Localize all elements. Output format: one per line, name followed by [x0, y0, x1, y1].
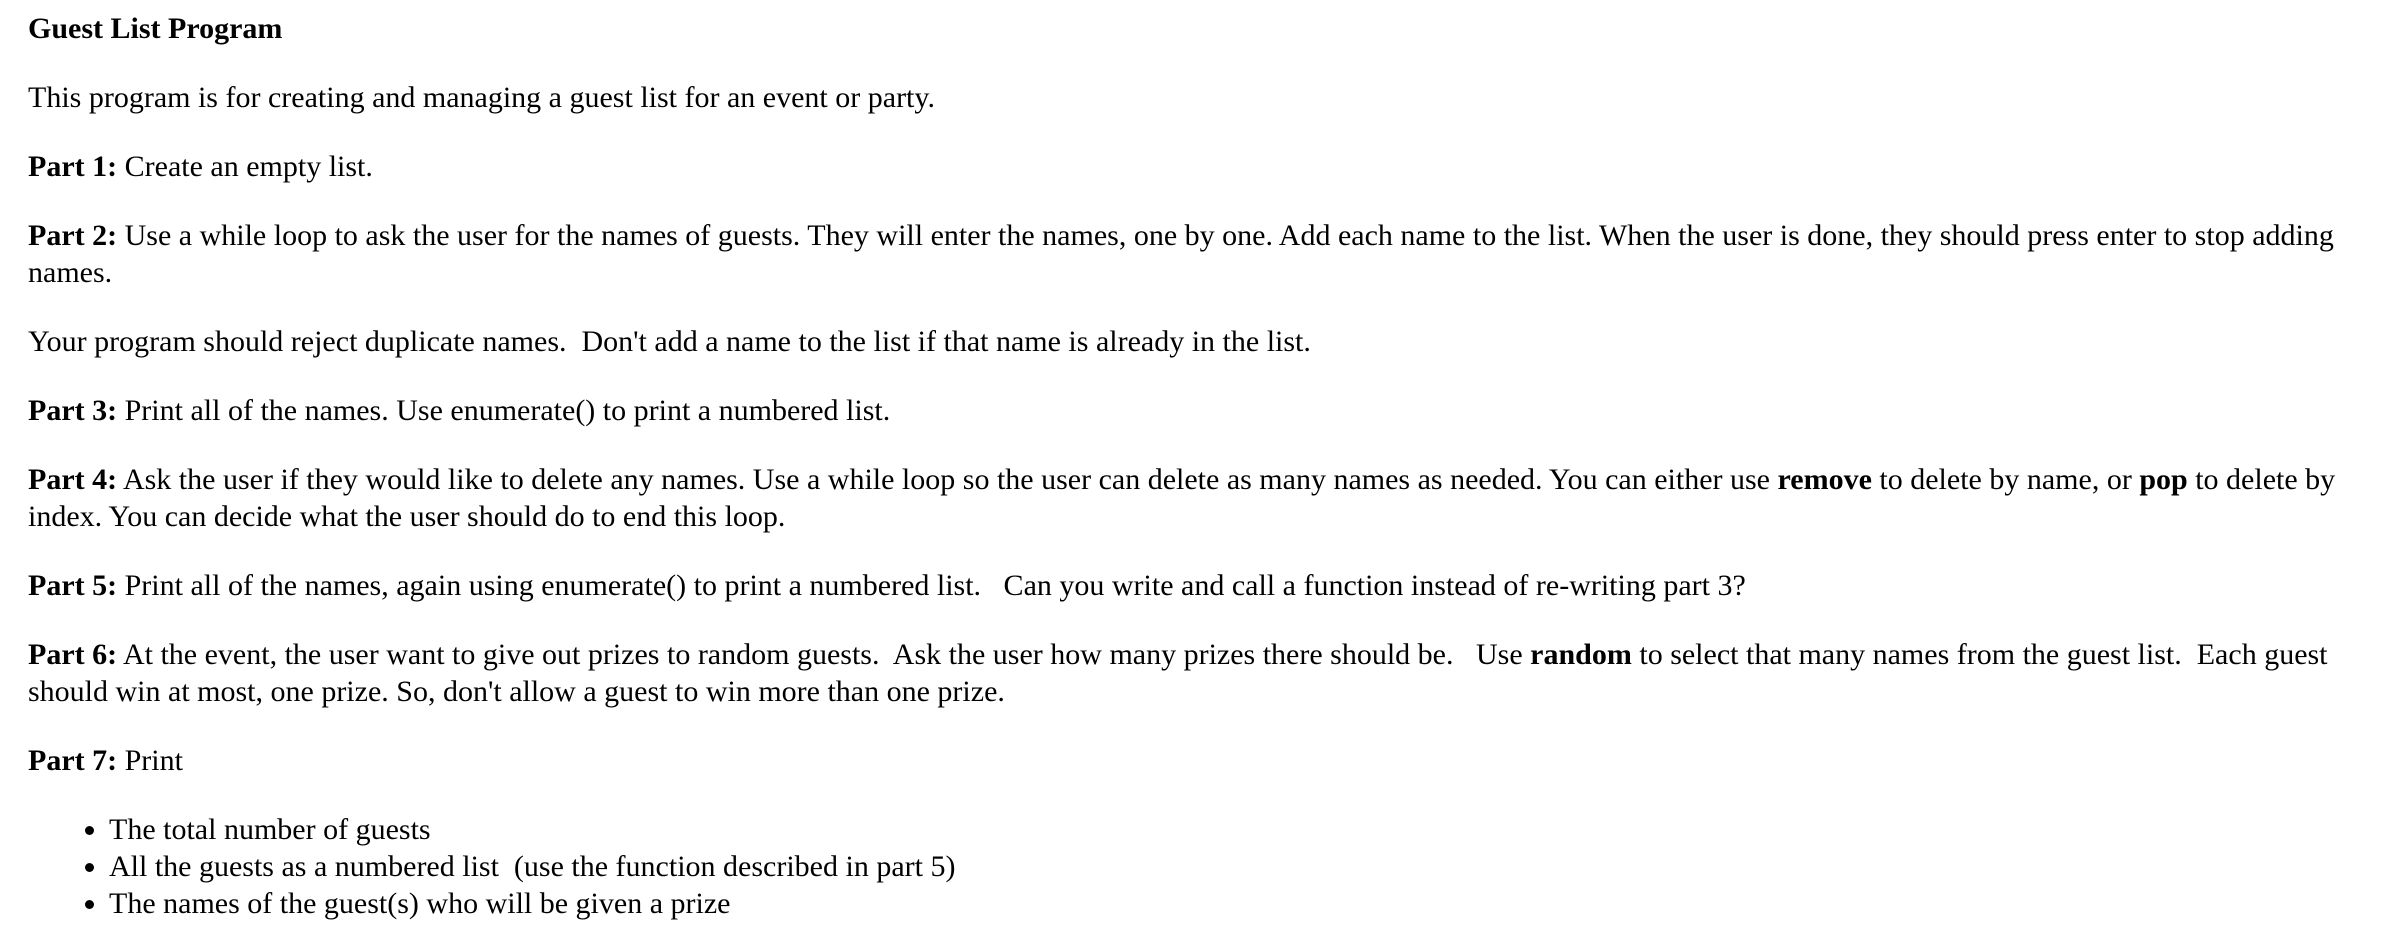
- duplicates-paragraph: Your program should reject duplicate names. Don't add a name to the list if that name is already in the list.: [28, 325, 1311, 358]
- part-2-text: Use a while loop to ask the user for the names of guests. They will enter the names, one by one. Add each name to the list. When the user is done, they should press enter to stop adding names.: [28, 219, 2334, 289]
- list-item: • The names of the guest(s) who will be given a prize: [109, 885, 2365, 922]
- intro-paragraph: This program is for creating and managing a guest list for an event or party.: [28, 81, 935, 114]
- part-6-label: Part 6:: [28, 638, 118, 671]
- part-4-remove-keyword: remove: [1777, 463, 1872, 496]
- part-5-text: Print all of the names, again using enumerate() to print a numbered list. Can you write and call a function instead of re-writing part 3?: [117, 569, 1746, 602]
- part-4-paragraph: [28, 461, 2365, 535]
- part-6-text-a: At the event, the user want to give out prizes to random guests. Ask the user how many prizes there should be. Use: [117, 638, 1531, 671]
- part-4-pop-keyword: pop: [2139, 463, 2188, 496]
- part-1-label: Part 1:: [28, 150, 118, 183]
- part-7-text: Print: [117, 744, 183, 777]
- part-6-paragraph: [28, 636, 2365, 710]
- list-item: • All the guests as a numbered list (use the function described in part 5): [109, 848, 2365, 885]
- part-1-text: Create an empty list.: [117, 150, 373, 183]
- page-title: Guest List Program: [28, 12, 283, 45]
- print-requirements-list: [28, 811, 2365, 922]
- part-2-paragraph: [28, 217, 2365, 291]
- list-item: • The total number of guests: [109, 811, 2365, 848]
- part-5-paragraph: [28, 567, 2365, 604]
- part-6-text-b: to select that many names from the guest list. Each guest should win at most, one prize. So, don't allow a guest to win more than one prize.: [28, 638, 2336, 708]
- part-4-text-b: to delete by name, or: [1871, 463, 2140, 496]
- part-3-label: Part 3:: [28, 394, 118, 427]
- part-7-label: Part 7:: [28, 744, 118, 777]
- part-7-paragraph: [28, 742, 2365, 779]
- part-2-label: Part 2:: [28, 219, 118, 252]
- part-1-paragraph: [28, 148, 2365, 185]
- part-6-random-keyword: random: [1530, 638, 1632, 671]
- part-4-text-c: to delete by index. You can decide what the user should do to end this loop.: [28, 463, 2336, 533]
- part-3-text: Print all of the names. Use enumerate() to print a numbered list.: [117, 394, 891, 427]
- part-5-label: Part 5:: [28, 569, 118, 602]
- part-4-label: Part 4:: [28, 463, 118, 496]
- part-4-text-a: Ask the user if they would like to delete any names. Use a while loop so the user can delete as many names as needed. You can either use: [117, 463, 1778, 496]
- part-3-paragraph: [28, 392, 2365, 429]
